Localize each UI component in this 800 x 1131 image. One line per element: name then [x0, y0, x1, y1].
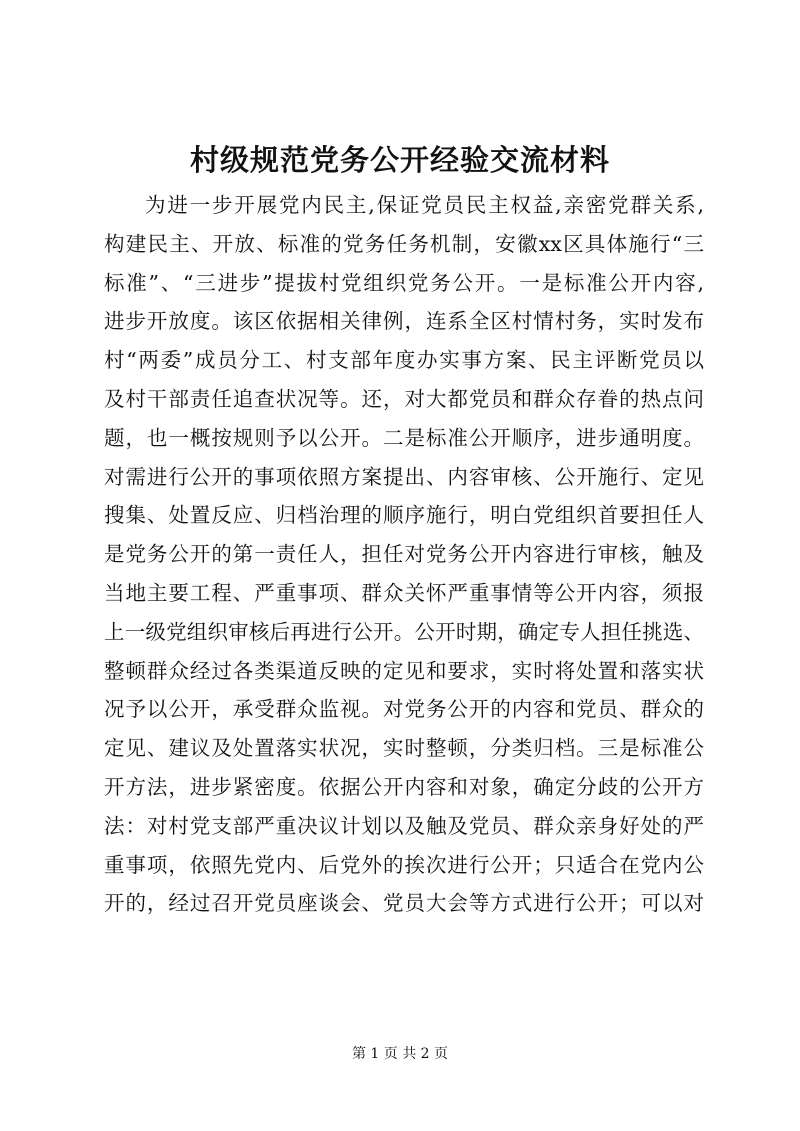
body-line: 开的，经过召开党员座谈会、党员大会等方式进行公开；可以对: [104, 891, 704, 916]
body-line: 为进一步开展党内民主,保证党员民主权益,亲密党群关系,: [145, 193, 704, 217]
body-line: 对需进行公开的事项依照方案提出、内容审核、公开施行、定见: [104, 464, 704, 489]
body-line: 整顿群众经过各类渠道反映的定见和要求，实时将处置和落实状: [104, 658, 704, 683]
document-body: [104, 186, 704, 923]
body-line: 况予以公开，承受群众监视。对党务公开的内容和党员、群众的: [104, 697, 704, 722]
body-line: 定见、建议及处置落实状况，实时整顿，分类归档。三是标准公: [104, 736, 704, 761]
body-line: 开方法，进步紧密度。依据公开内容和对象，确定分歧的公开方: [104, 774, 704, 799]
body-line: 进步开放度。该区依据相关律例，连系全区村情村务，实时发布: [104, 309, 704, 334]
page-number-footer: 第 1 页 共 2 页: [351, 1046, 449, 1062]
document-title: 村级规范党务公开经验交流材料: [189, 143, 610, 177]
body-line: 搜集、处置反应、归档治理的顺序施行，明白党组织首要担任人: [104, 503, 704, 528]
body-line: 是党务公开的第一责任人，担任对党务公开内容进行审核，触及: [104, 542, 704, 567]
body-line: 重事项，依照先党内、后党外的挨次进行公开；只适合在党内公: [104, 852, 704, 877]
body-line: 题，也一概按规则予以公开。二是标准公开顺序，进步通明度。: [104, 425, 704, 450]
body-line: 构建民主、开放、标准的党务任务机制，安徽xx区具体施行“三: [104, 231, 704, 256]
body-line: 上一级党组织审核后再进行公开。公开时期，确定专人担任挑选、: [104, 619, 704, 644]
body-line: 当地主要工程、严重事项、群众关怀严重事情等公开内容，须报: [104, 580, 704, 605]
body-line: 及村干部责任追查状况等。还，对大都党员和群众存眷的热点问: [104, 386, 704, 411]
body-line: 村“两委”成员分工、村支部年度办实事方案、民主评断党员以: [104, 348, 704, 373]
body-line: 法：对村党支部严重决议计划以及触及党员、群众亲身好处的严: [104, 813, 704, 838]
body-line: 标准”、“三进步”提拔村党组织党务公开。一是标准公开内容,: [104, 270, 704, 295]
